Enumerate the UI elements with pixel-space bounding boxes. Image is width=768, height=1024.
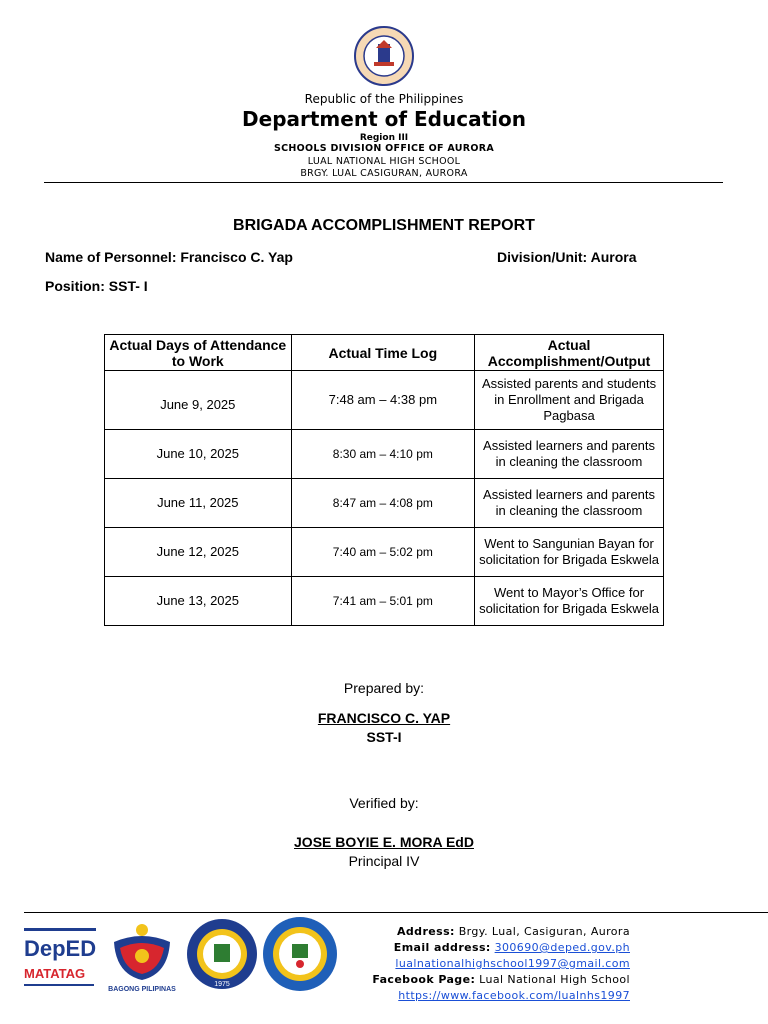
prepared-by-position: SST-I [366,729,402,745]
output-cell: Assisted parents and students in Enrollment and Brigada Pagbasa [475,371,664,430]
table-header-row [105,335,664,371]
table-row [105,577,664,626]
report-title: BRIGADA ACCOMPLISHMENT REPORT [233,217,535,234]
prepared-by-label: Prepared by: [343,680,425,696]
attendance-table [104,334,664,626]
footer-email: Email address: 300690@deped.gov.ph [393,941,630,954]
email-link-deped[interactable]: 300690@deped.gov.ph [494,941,630,954]
output-cell: Assisted learners and parents in cleaning the classroom [475,430,664,479]
column-header-output: Actual Accomplishment/Output [475,335,664,371]
date-cell: June 11, 2025 [105,479,292,528]
verified-by-position: Principal IV [348,853,420,869]
table-row [105,479,664,528]
svg-text:DepED: DepED [24,936,97,961]
footer-address: Address: Brgy. Lual, Casiguran, Aurora [396,925,630,938]
footer-facebook-url [350,988,630,1004]
output-cell: Went to Mayor’s Office for solicitation for Brigada Eskwela [475,577,664,626]
region-text: Region III [359,133,409,143]
time-cell: 7:48 am – 4:38 pm [291,371,474,430]
facebook-link[interactable]: https://www.facebook.com/lualnhs1997 [398,989,630,1002]
footer-divider [24,912,768,913]
division-unit: Division/Unit: Aurora [497,249,637,265]
table-row [105,430,664,479]
bagong-pilipinas-logo-icon [106,920,178,994]
time-cell: 7:40 am – 5:02 pm [291,528,474,577]
time-cell: 7:41 am – 5:01 pm [291,577,474,626]
svg-text:BAGONG PILIPINAS: BAGONG PILIPINAS [108,986,176,993]
sdo-aurora-logo-icon [186,918,258,990]
time-cell: 8:47 am – 4:08 pm [291,479,474,528]
deped-seal-icon [354,26,414,86]
personnel-name: Name of Personnel: Francisco C. Yap [45,249,293,265]
lnhs-logo-icon [262,916,338,992]
date-cell: June 13, 2025 [105,577,292,626]
table-row [105,528,664,577]
position: Position: SST- I [45,278,148,294]
table-row [105,371,664,430]
verified-by-name: JOSE BOYIE E. MORA EdD [294,834,474,850]
prepared-by-name: FRANCISCO C. YAP [317,710,451,726]
output-cell: Went to Sangunian Bayan for solicitation for Brigada Eskwela [475,528,664,577]
svg-text:1975: 1975 [214,981,230,988]
date-cell: June 10, 2025 [105,430,292,479]
department-title: Department of Education [242,107,526,131]
email-link-gmail[interactable]: lualnationalhighschool1997@gmail.com [395,957,630,970]
output-cell: Assisted learners and parents in cleaning the classroom [475,479,664,528]
column-header-days: Actual Days of Attendance to Work [105,335,292,371]
date-cell: June 9, 2025 [105,371,292,430]
header-divider [44,182,723,183]
footer-facebook: Facebook Page: Lual National High School [372,973,630,986]
republic-text: Republic of the Philippines [304,92,464,106]
svg-text:MATATAG: MATATAG [24,966,86,981]
deped-matatag-logo-icon [24,924,98,994]
date-cell: June 12, 2025 [105,528,292,577]
time-cell: 8:30 am – 4:10 pm [291,430,474,479]
school-address: BRGY. LUAL CASIGURAN, AURORA [300,168,468,179]
school-name: LUAL NATIONAL HIGH SCHOOL [307,156,461,167]
footer-email-2 [350,956,630,972]
verified-by-label: Verified by: [349,795,419,811]
column-header-time: Actual Time Log [291,335,474,371]
division-office-text: SCHOOLS DIVISION OFFICE OF AURORA [273,143,495,154]
